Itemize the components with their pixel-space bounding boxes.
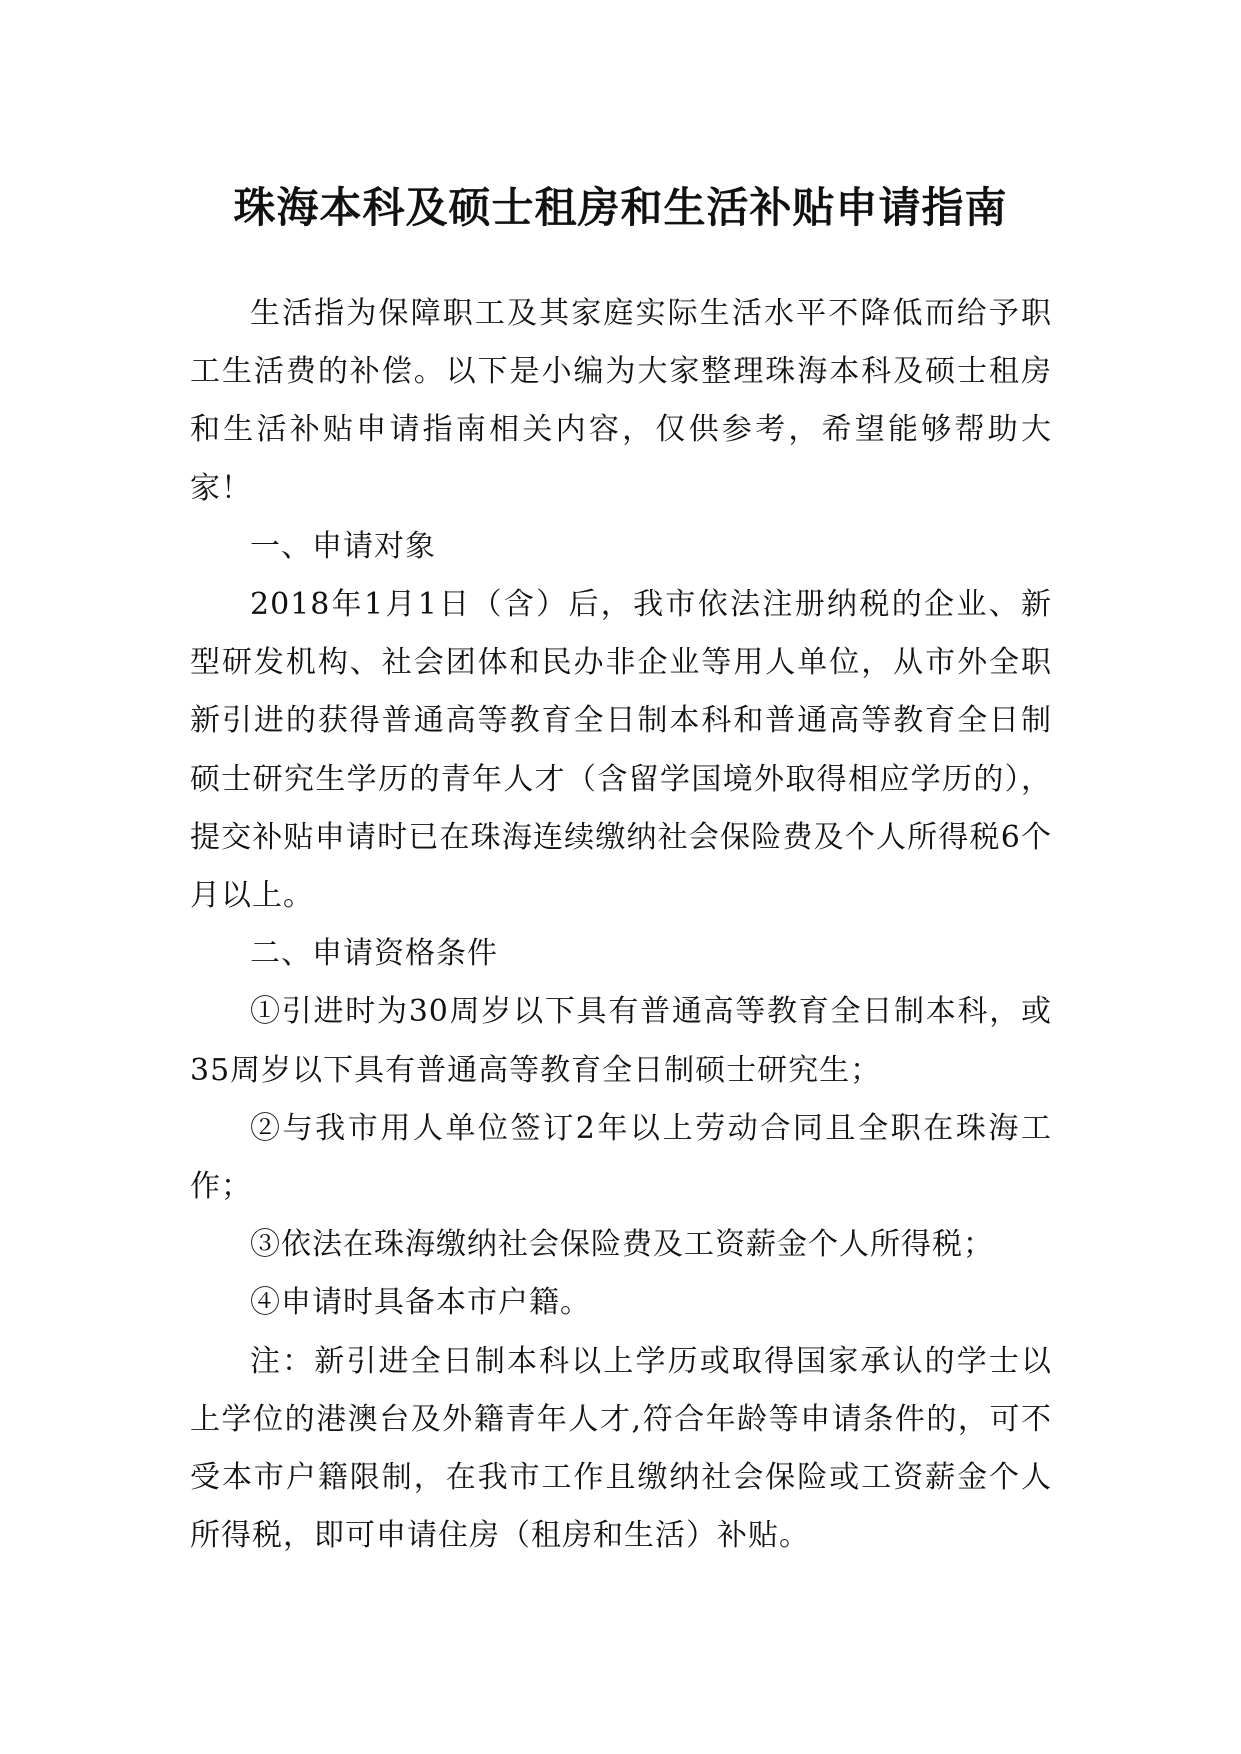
document-body xyxy=(190,285,1052,1565)
eligibility-item-1: ①引进时为30周岁以下具有普通高等教育全日制本科，或35周岁以下具有普通高等教育全日制硕士研究生； xyxy=(190,994,1052,1088)
section-heading-applicants: 一、申请对象 xyxy=(250,528,436,564)
eligibility-item-2: ②与我市用人单位签订2年以上劳动合同且全职在珠海工作； xyxy=(190,1110,1052,1205)
section-heading-eligibility: 二、申请资格条件 xyxy=(250,936,498,972)
document-title: 珠海本科及硕士租房和生活补贴申请指南 xyxy=(233,183,1008,233)
note-paragraph: 注：新引进全日制本科以上学历或取得国家承认的学士以上学位的港澳台及外籍青年人才,符合年龄等申请条件的，可不受本市户籍限制，在我市工作且缴纳社会保险或工资薪金个人所得税，即可申请住房（租房和生活）补贴。 xyxy=(190,1343,1052,1554)
eligibility-item-3: ③依法在珠海缴纳社会保险费及工资薪金个人所得税； xyxy=(250,1227,994,1263)
applicants-paragraph: 2018年1月1日（含）后，我市依法注册纳税的企业、新型研发机构、社会团体和民办非企业等用人单位，从市外全职新引进的获得普通高等教育全日制本科和普通高等教育全日制硕士研究生学历的青年人才（含留学国境外取得相应学历的），提交补贴申请时已在珠海连续缴纳社会保险费及个人所得税6个月以上。 xyxy=(190,587,1052,914)
intro-paragraph: 生活指为保障职工及其家庭实际生活水平不降低而给予职工生活费的补偿。以下是小编为大家整理珠海本科及硕士租房和生活补贴申请指南相关内容，仅供参考，希望能够帮助大家！ xyxy=(190,296,1052,506)
eligibility-item-4: ④申请时具备本市户籍。 xyxy=(250,1285,591,1321)
